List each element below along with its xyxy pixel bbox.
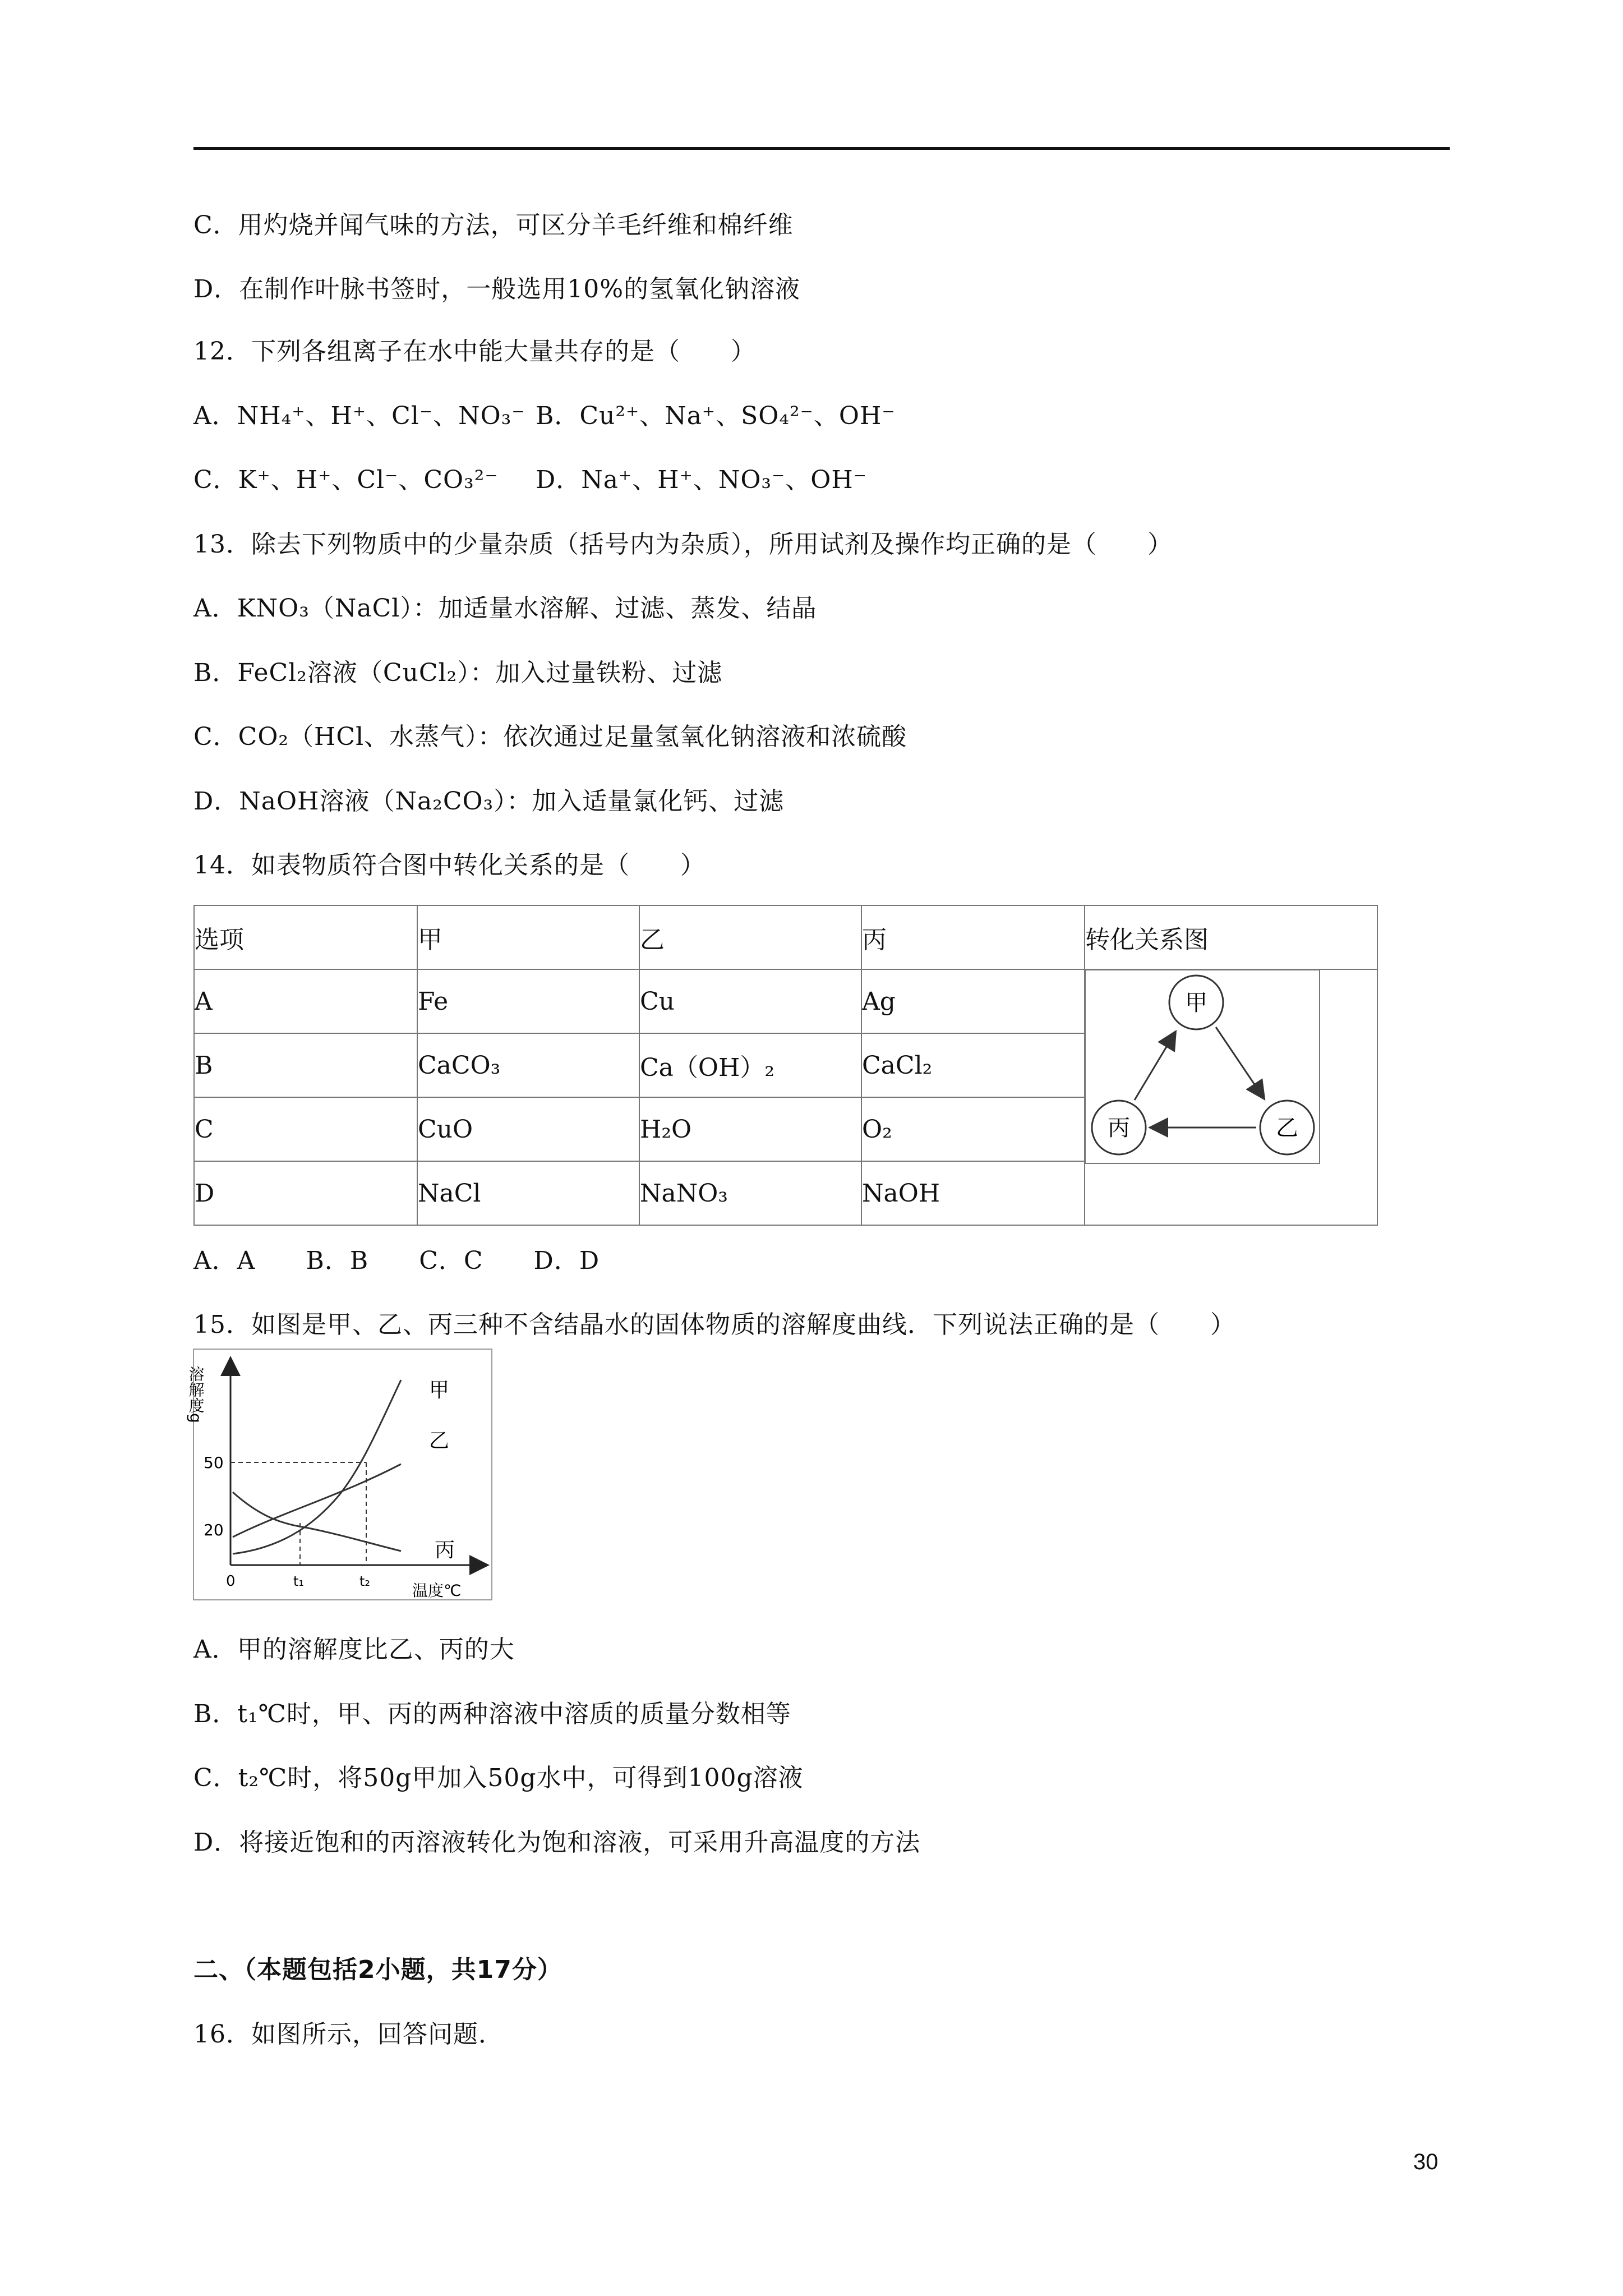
table-header-row bbox=[194, 905, 1377, 969]
q12-option-b: B．Cu²⁺、Na⁺、SO₄²⁻、OH⁻ bbox=[536, 402, 896, 430]
q15-stem: 15．如图是甲、乙、丙三种不含结晶水的固体物质的溶解度曲线．下列说法正确的是（ ） bbox=[193, 1310, 1235, 1339]
q16-stem: 16．如图所示，回答问题． bbox=[193, 2020, 504, 2049]
q12-option-d: D．Na⁺、H⁺、NO₃⁻、OH⁻ bbox=[536, 466, 867, 494]
solubility-chart bbox=[186, 1349, 494, 1602]
chart-y-label: 溶解度g bbox=[186, 1366, 205, 1423]
q11-option-d: D．在制作叶脉书签时，一般选用10%的氢氧化钠溶液 bbox=[193, 275, 801, 303]
table-cell: O₂ bbox=[861, 1097, 1085, 1161]
table-header-cell: 转化关系图 bbox=[1085, 905, 1377, 969]
q14-table bbox=[193, 905, 1378, 1226]
q13-option-b: B．FeCl₂溶液（CuCl₂）：加入过量铁粉、过滤 bbox=[193, 659, 723, 687]
arrow-jia-to-yi bbox=[1216, 1027, 1264, 1098]
conversion-diagram bbox=[1085, 970, 1377, 1222]
table-cell: H₂O bbox=[639, 1097, 861, 1161]
section-heading: 二、（本题包括2小题，共17分） bbox=[193, 1955, 562, 1984]
q12-option-c: C．K⁺、H⁺、Cl⁻、CO₃²⁻ bbox=[193, 466, 499, 494]
chart-x-label: 温度℃ bbox=[412, 1581, 462, 1600]
table-cell: CaCl₂ bbox=[861, 1033, 1085, 1097]
chart-ytick-50: 50 bbox=[204, 1453, 224, 1472]
chart-xtick-0: 0 bbox=[226, 1573, 236, 1590]
table-cell: A bbox=[194, 969, 417, 1033]
series-label-yi: 乙 bbox=[429, 1429, 450, 1452]
q13-stem: 13．除去下列物质中的少量杂质（括号内为杂质），所用试剂及操作均正确的是（ ） bbox=[193, 530, 1173, 559]
table-cell: B bbox=[194, 1033, 417, 1097]
node-bing-label: 丙 bbox=[1108, 1115, 1130, 1141]
q12-option-a: A．NH₄⁺、H⁺、Cl⁻、NO₃⁻ bbox=[193, 402, 525, 430]
q14-stem: 14．如表物质符合图中转化关系的是（ ） bbox=[193, 851, 706, 880]
table-cell: D bbox=[194, 1161, 417, 1225]
table-header-cell: 甲 bbox=[417, 905, 639, 969]
table-header-cell: 选项 bbox=[194, 905, 417, 969]
table-cell: NaCl bbox=[417, 1161, 639, 1225]
conversion-diagram-cell bbox=[1085, 969, 1377, 1225]
series-label-bing: 丙 bbox=[435, 1539, 455, 1562]
table-cell: Cu bbox=[639, 969, 861, 1033]
table-row bbox=[194, 969, 1377, 1033]
q14-options: A．A B．B C．C D．D bbox=[193, 1246, 600, 1275]
table-cell: CaCO₃ bbox=[417, 1033, 639, 1097]
q13-option-c: C．CO₂（HCl、水蒸气）：依次通过足量氢氧化钠溶液和浓硫酸 bbox=[193, 723, 907, 751]
table-cell: Ca（OH）₂ bbox=[639, 1033, 861, 1097]
table-cell: NaNO₃ bbox=[639, 1161, 861, 1225]
q13-option-a: A．KNO₃（NaCl）：加适量水溶解、过滤、蒸发、结晶 bbox=[193, 594, 817, 623]
q13-option-d: D．NaOH溶液（Na₂CO₃）：加入适量氯化钙、过滤 bbox=[193, 787, 785, 816]
q15-option-b: B．t₁℃时，甲、丙的两种溶液中溶质的质量分数相等 bbox=[193, 1700, 791, 1728]
table-header-cell: 丙 bbox=[861, 905, 1085, 969]
q11-option-c: C．用灼烧并闻气味的方法，可区分羊毛纤维和棉纤维 bbox=[193, 211, 794, 240]
table-cell: Ag bbox=[861, 969, 1085, 1033]
arrow-bing-to-jia bbox=[1135, 1033, 1175, 1100]
q15-option-a: A．甲的溶解度比乙、丙的大 bbox=[193, 1635, 515, 1664]
q15-option-c: C．t₂℃时，将50g甲加入50g水中，可得到100g溶液 bbox=[193, 1764, 804, 1792]
q15-option-d: D．将接近饱和的丙溶液转化为饱和溶液，可采用升高温度的方法 bbox=[193, 1828, 921, 1857]
series-label-jia: 甲 bbox=[429, 1379, 450, 1402]
chart-xtick-t1: t₁ bbox=[293, 1573, 305, 1589]
chart-ytick-20: 20 bbox=[204, 1521, 224, 1539]
table-cell: Fe bbox=[417, 969, 639, 1033]
chart-xtick-t2: t₂ bbox=[359, 1573, 371, 1589]
node-jia-label: 甲 bbox=[1185, 990, 1207, 1016]
page-number: 30 bbox=[1413, 2150, 1438, 2174]
table-cell: CuO bbox=[417, 1097, 639, 1161]
header-rule bbox=[193, 147, 1450, 150]
curve-yi bbox=[233, 1464, 401, 1537]
table-cell: NaOH bbox=[861, 1161, 1085, 1225]
node-yi-label: 乙 bbox=[1276, 1115, 1298, 1141]
curve-jia bbox=[233, 1380, 401, 1554]
q12-stem: 12．下列各组离子在水中能大量共存的是（ ） bbox=[193, 337, 756, 366]
table-cell: C bbox=[194, 1097, 417, 1161]
table-header-cell: 乙 bbox=[639, 905, 861, 969]
